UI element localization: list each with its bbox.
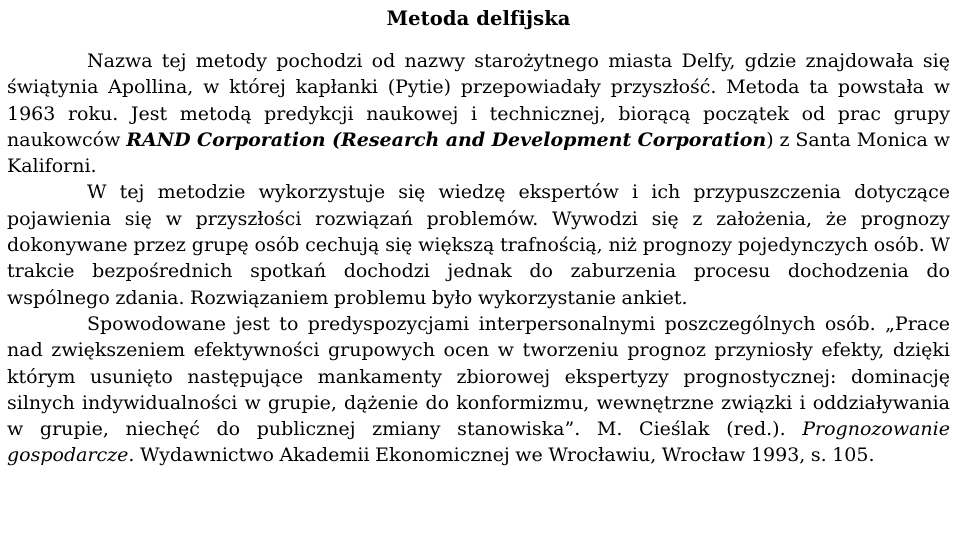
paragraph-citation	[7, 311, 950, 469]
document-title: Metoda delfijska	[386, 7, 571, 30]
citation-book-title: Prognozowanie gospodarcze.	[7, 418, 950, 467]
paragraph-method: W tej metodzie wykorzystuje się wiedzę ekspertów i ich przypuszczenia dotyczące pojawienia się w przyszłości rozwiązań problemów. Wywodzi się z założenia, że prognozy dokonywane przez grupę osób cechują się większą trafnością, niż prognozy pojedynczych osób. W trakcie bezpośrednich spotkań dochodzi jednak do zaburzenia procesu dochodzenia do wspólnego zdania. Rozwiązaniem problemu było wykorzystanie ankiet.	[7, 181, 950, 309]
rand-corporation-emphasis: RAND Corporation (Research and Development Corporation	[126, 128, 767, 151]
paragraph-citation-text-end: Wydawnictwo Akademii Ekonomicznej we Wrocławiu, Wrocław 1993, s. 105.	[134, 444, 875, 467]
paragraph-origin	[7, 48, 950, 179]
paragraph-origin-text-end: ) z Santa Monica w Kaliforni.	[7, 128, 950, 178]
paragraph-origin-text: Nazwa tej metody pochodzi od nazwy starożytnego miasta Delfy, gdzie znajdowała się świątynia Apollina, w której kapłanki (Pytie) przepowiadały przyszłość. Metoda ta powstała w 1963 roku. Jest metodą predykcji naukowej i technicznej, biorącą początek od prac grupy naukowców	[7, 50, 950, 151]
paragraph-citation-text: Spowodowane jest to predyspozycjami interpersonalnymi poszczególnych osób. „Prace nad zwiększeniem efektywności grupowych ocen w tworzeniu prognoz przyniosły efekty, dzięki którym usunięto następujące mankamenty zbiorowej ekspertyzy prognostycznej: dominację silnych indywidualności w grupie, dążenie do konformizmu, wewnętrzne związki i oddziaływania w grupie, niechęć do publicznej zmiany stanowiska”. M. Cieślak (red.).	[7, 312, 950, 441]
